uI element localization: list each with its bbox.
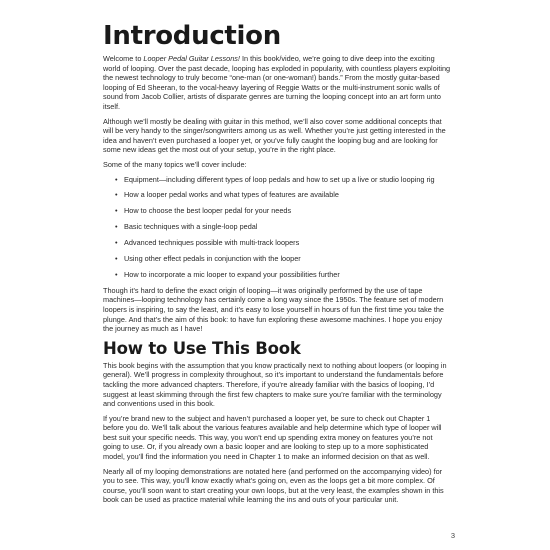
topic-text: Advanced techniques possible with multi-track loopers [124,238,300,248]
intro-paragraph-4: Though it’s hard to define the exact origin of looping—it was originally performed by the use of tape machines—looping technology has certainly come a long way since the 1950s. The feature set of modern loopers is inspiring, to say the least, and it’s easy to lose yourself in hours of fun the first time you take the plunge. And that’s the aim of this book: to have fun exploring these awesome machines. I hope you enjoy the journey as much as I have! [103,285,444,334]
topic-list-item [115,190,452,200]
topic-text: How to choose the best looper pedal for your needs [124,206,292,216]
bullet-icon: • [115,206,118,216]
page-number: 3 [450,531,455,540]
section-heading-how-to-use: How to Use This Book [103,338,301,358]
topic-list-item [115,206,452,216]
topic-text: Basic techniques with a single-loop pedal [124,222,258,232]
how-to-use-paragraph-3: Nearly all of my looping demonstrations are notated here (and performed on the accompanying video) for you to see. This way, you’ll know exactly what’s going on, even as the loops get a bit more complex. Of course, you’ll soon want to start creating your own loops, but at the very least, the examples shown in this book can be used as practice material while learning the ins and outs of your particular unit. [103,466,444,505]
topic-list-item [115,270,452,280]
how-to-use-paragraph-1: This book begins with the assumption that you know practically next to nothing about loopers (or looping in general). We’ll progress in complexity throughout, so it’s important to understand the fundamentals before tackling the more advanced chapters. Therefore, if you’re already familiar with the basics of looping, I’d suggest at least skimming through the first few chapters to make sure you’re familiar with the terminology and conventions used in this book. [103,360,447,409]
bullet-icon: • [115,174,118,184]
bullet-icon: • [115,253,118,263]
topic-text: How to incorporate a mic looper to expand your possibilities further [124,269,340,279]
bullet-icon: • [115,238,118,248]
topic-list-item [115,254,452,264]
intro-paragraph-1-rest: In this book/video, we’re going to dive deep into the exciting world of looping. Over the past decade, looping has exploded in popularity, with countless players exploiting the newest technology to truly become “one-man (or one-woman!) bands.” From the mostly guitar-based looping of Ed Sheeran, to the vocal-heavy layering of Reggie Watts or the multi-instrument sonic walls of sound from Jacob Collier, artists of disparate genres are turning the looping concept into an art form unto itself. [103,54,451,111]
topic-text: How a looper pedal works and what types of features are available [124,190,339,200]
page-content [103,22,452,510]
topic-list-item [115,238,452,248]
book-title: Looper Pedal Guitar Lessons! [143,54,240,63]
how-to-use-paragraph-2: If you’re brand new to the subject and haven’t purchased a looper yet, be sure to check out Chapter 1 before you do. We’ll talk about the various features available and help determine which type of looper will best suit your specific needs. This way, you won’t end up spending extra money on features you’re not going to use. Or, if you already own a basic looper and are looking to step up to a more sophisticated model, you’ll find the information you need in Chapter 1 to make an informed decision on that as well. [103,413,442,462]
topic-list-item [115,175,452,185]
topic-text: Equipment—including different types of loop pedals and how to set up a live or studio looping rig [124,174,435,184]
intro-welcome-text: Welcome to [103,54,144,63]
bullet-icon: • [115,190,118,200]
intro-paragraph-3: Some of the many topics we’ll cover include: [103,159,247,169]
intro-paragraph-1 [103,54,452,112]
bullet-icon: • [115,222,118,232]
page-title: Introduction [103,21,281,51]
intro-paragraph-2: Although we’ll mostly be dealing with guitar in this method, we’ll also cover some additional concepts that will be very handy to the singer/songwriters among us as well. Whether you’re just getting interested in the idea and haven’t even purchased a looper yet, or you’ve fully caught the looping bug and are looking for some new ideas get the most out of your setup, you’re in the right place. [103,116,446,155]
topic-text: Using other effect pedals in conjunction with the looper [124,253,301,263]
topics-list [103,175,452,280]
bullet-icon: • [115,269,118,279]
topic-list-item [115,222,452,232]
